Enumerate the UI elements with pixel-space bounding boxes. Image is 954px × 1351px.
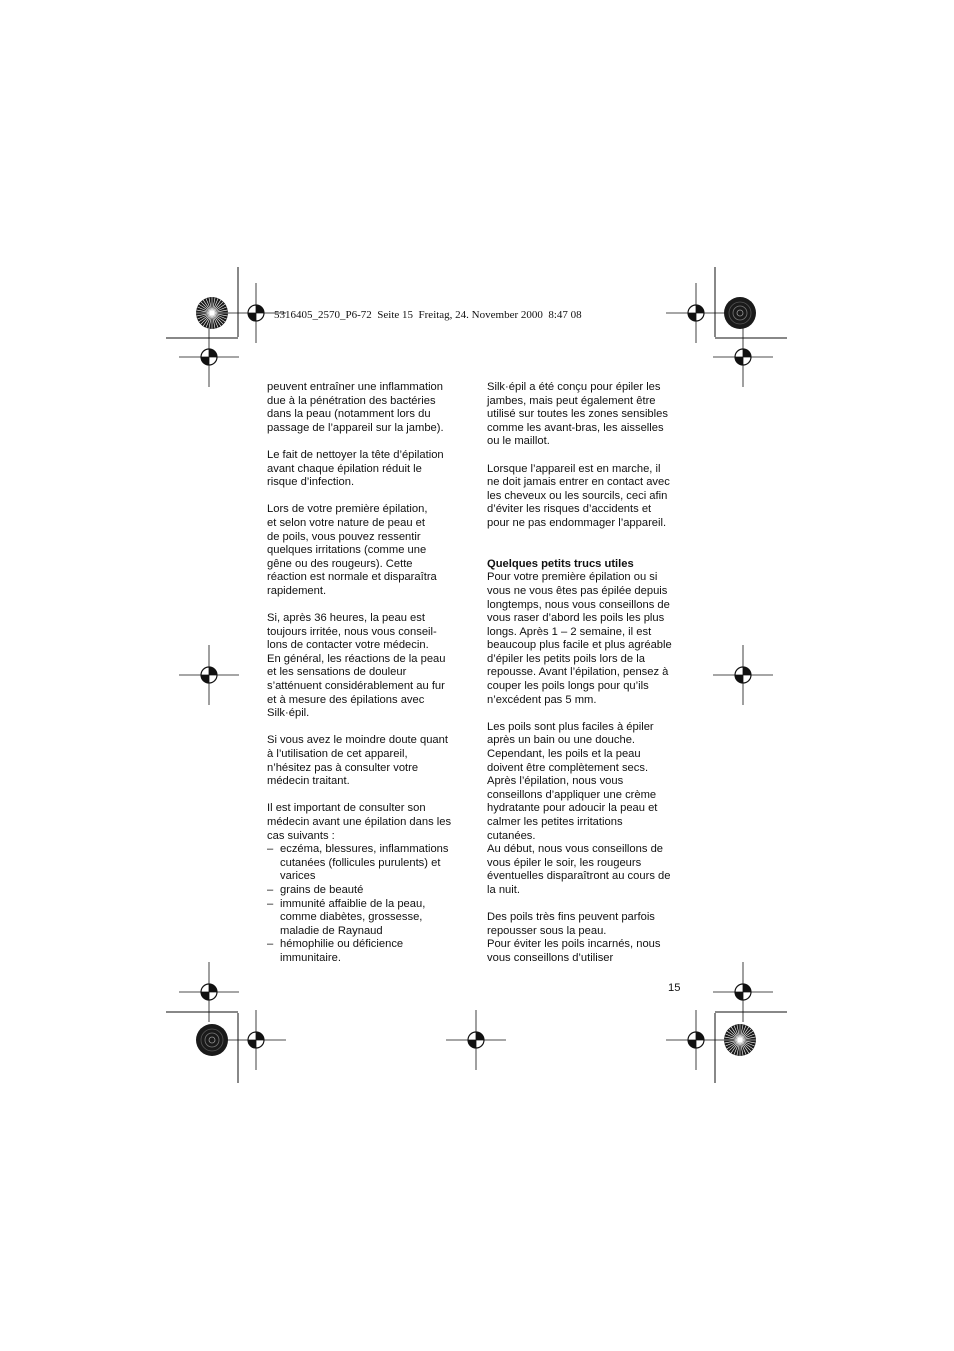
paragraph: Les poils sont plus faciles à épiler après un bain ou une douche. Cependant, les poils et la peau doivent être complètement secs. Après l’épilation, nous vous conseillons d’appliquer une crème hydratante pour adoucir la peau et calmer les petites irritations cutanées. Au début, nous vous conseillons de vous épiler le soir, les rougeurs éventuelles disparaîtront au cours de la nuit. [487, 720, 671, 896]
list-item [267, 884, 469, 898]
list-item-text: grains de beauté [280, 883, 364, 896]
bullet-dash: – [267, 897, 274, 910]
page-number: 15 [668, 982, 681, 994]
list-item [267, 938, 469, 965]
paragraph: Si vous avez le moindre doute quant à l’utilisation de cet appareil, n’hésitez pas à consulter votre médecin traitant. [267, 734, 448, 788]
list-item [267, 843, 469, 884]
print-slug: 5316405_2570_P6-72 Seite 15 Freitag, 24. November 2000 8:47 08 [274, 309, 582, 321]
right-column [487, 381, 691, 966]
paragraph: Silk·épil a été conçu pour épiler les jambes, mais peut également être utilisé sur toutes les zones sensibles comme les avant-bras, les aisselles ou le maillot. [487, 381, 668, 448]
left-column [267, 381, 469, 966]
paragraph: Si, après 36 heures, la peau est toujours irritée, nous vous conseil- lons de contacter votre médecin. En général, les réactions de la peau et les sensations de douleur s’atténuent considérablement au fur et à mesure des épilations avec Silk·épil. [267, 612, 446, 720]
bullet-dash: – [267, 883, 274, 896]
contraindication-list [267, 843, 469, 965]
bullet-dash: – [267, 938, 274, 951]
list-item-text: hémophilie ou déficience immunitaire. [280, 938, 404, 964]
list-item-text: eczéma, blessures, inflammations cutanées (follicules purulents) et varices [280, 843, 449, 883]
paragraph: Lorsque l’appareil est en marche, il ne doit jamais entrer en contact avec les cheveux ou les sourcils, ceci afin d’éviter les risques d’accidents et pour ne pas endommager l’appareil. [487, 462, 670, 529]
paragraph: peuvent entraîner une inflammation due à la pénétration des bactéries dans la peau (notamment lors du passage de l’appareil sur la jambe). [267, 381, 444, 434]
paragraph: Pour votre première épilation ou si vous ne vous êtes pas épilée depuis longtemps, nous vous conseillons de vous raser d’abord les poils les plus longs. Après 1 – 2 semaine, il est beaucoup plus facile et plus agréable d’épiler les petits poils lors de la repousse. Avant l’épilation, pensez à couper les poils longs pour qu’ils n’excédent pas 5 mm. [487, 571, 672, 706]
bullet-dash: – [267, 843, 274, 856]
list-item-text: immunité affaiblie de la peau, comme diabètes, grossesse, maladie de Raynaud [280, 897, 426, 937]
list-item [267, 898, 469, 939]
paragraph: Des poils très fins peuvent parfois repousser sous la peau. Pour éviter les poils incarnés, nous vous conseillons d’utiliser [487, 911, 661, 964]
paragraph: Lors de votre première épilation, et selon votre nature de peau et de poils, vous pouvez ressentir quelques irritations (comme une gêne ou des rougeurs). Cette réaction est normale et disparaîtra rapidement. [267, 503, 437, 597]
section-heading: Quelques petits trucs utiles [487, 557, 634, 570]
paragraph: Il est important de consulter son médecin avant une épilation dans les cas suivants : [267, 802, 452, 842]
paragraph: Le fait de nettoyer la tête d’épilation avant chaque épilation réduit le risque d’infection. [267, 448, 444, 489]
